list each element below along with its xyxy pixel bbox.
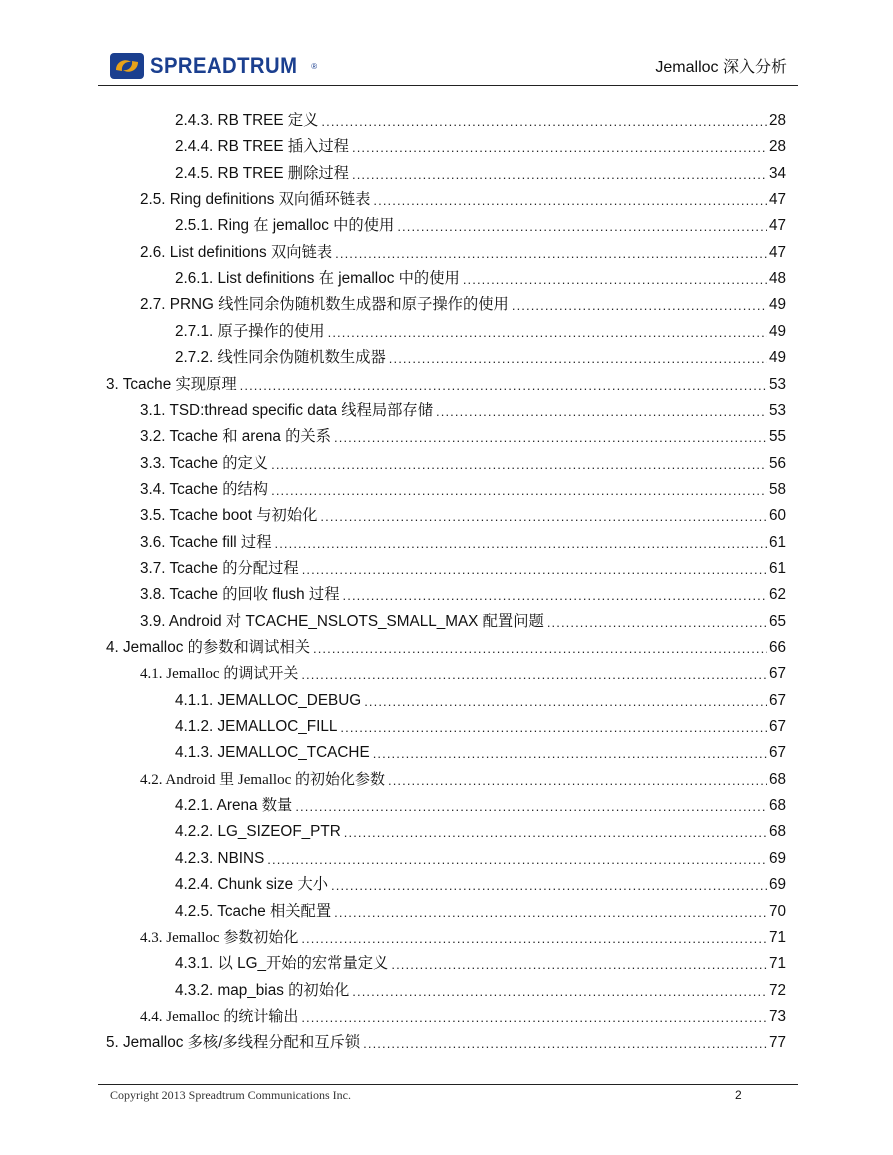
toc-entry-page: 67 xyxy=(768,665,786,683)
toc-entry[interactable] xyxy=(175,736,786,762)
toc-dot-leader xyxy=(301,667,767,683)
toc-entry-page: 49 xyxy=(768,349,786,367)
toc-dot-leader xyxy=(335,246,767,262)
toc-entry-title: 4.2.3. NBINS xyxy=(175,849,265,867)
toc-entry-page: 62 xyxy=(768,586,786,604)
toc-dot-leader xyxy=(340,720,767,736)
toc-entry[interactable] xyxy=(175,895,786,921)
toc-dot-leader xyxy=(271,457,767,473)
toc-entry[interactable] xyxy=(140,288,786,314)
toc-entry-page: 53 xyxy=(768,401,786,419)
toc-entry-page: 48 xyxy=(768,270,786,288)
toc-entry-page: 72 xyxy=(768,981,786,999)
toc-entry-title: 2.4.5. RB TREE 删除过程 xyxy=(175,164,349,182)
toc-entry-title: 3.5. Tcache boot 与初始化 xyxy=(140,507,318,525)
toc-entry-title: 4.2. Android 里 Jemalloc 的初始化参数 xyxy=(140,771,385,788)
toc-entry-title: 4.1.2. JEMALLOC_FILL xyxy=(175,718,338,736)
toc-entry[interactable] xyxy=(106,631,786,657)
toc-entry[interactable] xyxy=(175,947,786,973)
toc-entry-title: 2.7.2. 线性同余伪随机数生成器 xyxy=(175,349,386,367)
toc-entry-title: 3.3. Tcache 的定义 xyxy=(140,454,269,472)
toc-dot-leader xyxy=(391,957,767,973)
toc-dot-leader xyxy=(512,298,767,314)
toc-dot-leader xyxy=(331,878,767,894)
toc-entry-title: 3.9. Android 对 TCACHE_NSLOTS_SMALL_MAX 配置问题 xyxy=(140,612,544,630)
toc-entry[interactable] xyxy=(175,815,786,841)
toc-entry-page: 65 xyxy=(768,612,786,630)
toc-entry-page: 56 xyxy=(768,454,786,472)
toc-entry-page: 69 xyxy=(768,849,786,867)
toc-dot-leader xyxy=(295,799,767,815)
toc-entry-page: 77 xyxy=(768,1034,786,1052)
toc-entry-title: 2.7. PRNG 线性同余伪随机数生成器和原子操作的使用 xyxy=(140,296,509,314)
toc-entry-page: 34 xyxy=(768,164,786,182)
toc-entry-title: 4.1. Jemalloc 的调试开关 xyxy=(140,666,299,683)
toc-entry-title: 3.4. Tcache 的结构 xyxy=(140,480,269,498)
toc-dot-leader xyxy=(388,773,767,789)
toc-entry[interactable] xyxy=(140,763,786,789)
toc-entry-page: 47 xyxy=(768,243,786,261)
toc-entry[interactable] xyxy=(175,104,786,130)
toc-entry-title: 4.2.5. Tcache 相关配置 xyxy=(175,902,332,920)
toc-entry-title: 2.4.4. RB TREE 插入过程 xyxy=(175,138,349,156)
toc-entry-page: 68 xyxy=(768,770,786,788)
toc-entry-page: 71 xyxy=(768,928,786,946)
footer-page-number: 2 xyxy=(735,1088,742,1102)
toc-entry[interactable] xyxy=(140,420,786,446)
toc-entry-title: 3.6. Tcache fill 过程 xyxy=(140,533,272,551)
toc-dot-leader xyxy=(547,615,767,631)
toc-dot-leader xyxy=(334,430,767,446)
toc-entry-page: 68 xyxy=(768,823,786,841)
toc-entry-title: 3.7. Tcache 的分配过程 xyxy=(140,559,299,577)
toc-entry-title: 2.7.1. 原子操作的使用 xyxy=(175,322,325,340)
toc-entry-title: 3.2. Tcache 和 arena 的关系 xyxy=(140,428,332,446)
toc-dot-leader xyxy=(334,905,767,921)
toc-dot-leader xyxy=(397,219,767,235)
toc-entry[interactable] xyxy=(140,236,786,262)
toc-entry[interactable] xyxy=(140,447,786,473)
toc-dot-leader xyxy=(275,536,767,552)
toc-entry-title: 3.8. Tcache 的回收 flush 过程 xyxy=(140,586,340,604)
toc-entry[interactable] xyxy=(140,552,786,578)
toc-dot-leader xyxy=(301,1010,767,1026)
toc-entry-title: 4.2.1. Arena 数量 xyxy=(175,797,293,815)
toc-dot-leader xyxy=(436,404,767,420)
toc-entry-page: 49 xyxy=(768,296,786,314)
toc-entry[interactable] xyxy=(140,526,786,552)
toc-entry-page: 66 xyxy=(768,639,786,656)
toc-entry[interactable] xyxy=(175,157,786,183)
toc-entry[interactable] xyxy=(175,842,786,868)
toc-entry-page: 49 xyxy=(768,322,786,340)
toc-entry-title: 4.3.2. map_bias 的初始化 xyxy=(175,981,350,999)
toc-entry[interactable] xyxy=(175,341,786,367)
toc-dot-leader xyxy=(352,984,767,1000)
toc-entry[interactable] xyxy=(106,1026,786,1052)
toc-entry-page: 71 xyxy=(768,955,786,973)
footer-divider xyxy=(98,1084,798,1085)
toc-entry-title: 2.5.1. Ring 在 jemalloc 中的使用 xyxy=(175,217,395,235)
toc-dot-leader xyxy=(267,852,767,868)
spreadtrum-logo xyxy=(110,52,317,80)
toc-entry-page: 47 xyxy=(768,217,786,235)
spreadtrum-logo-icon xyxy=(110,52,144,80)
toc-entry-page: 73 xyxy=(768,1007,786,1025)
toc-entry[interactable] xyxy=(140,578,786,604)
toc-dot-leader xyxy=(463,272,767,288)
toc-entry[interactable] xyxy=(175,684,786,710)
toc-entry-page: 67 xyxy=(768,718,786,736)
toc-entry-page: 68 xyxy=(768,797,786,815)
toc-entry-page: 67 xyxy=(768,744,786,762)
toc-dot-leader xyxy=(271,483,767,499)
toc-entry-page: 67 xyxy=(768,691,786,709)
toc-entry-page: 60 xyxy=(768,507,786,525)
toc-dot-leader xyxy=(313,641,767,657)
toc-dot-leader xyxy=(321,114,767,130)
toc-dot-leader xyxy=(302,562,767,578)
toc-entry[interactable] xyxy=(175,868,786,894)
toc-entry-title: 2.5. Ring definitions 双向循环链表 xyxy=(140,191,371,209)
logo-registered-mark: ® xyxy=(311,61,318,71)
toc-dot-leader xyxy=(352,167,767,183)
toc-dot-leader xyxy=(373,746,767,762)
toc-entry-title: 4.1.3. JEMALLOC_TCACHE xyxy=(175,744,370,762)
toc-entry[interactable] xyxy=(175,130,786,156)
toc-entry[interactable] xyxy=(175,262,786,288)
document-title: Jemalloc 深入分析 xyxy=(655,59,787,76)
toc-entry[interactable] xyxy=(175,209,786,235)
toc-dot-leader xyxy=(352,140,767,156)
toc-dot-leader xyxy=(364,694,767,710)
toc-entry-title: 4.1.1. JEMALLOC_DEBUG xyxy=(175,691,362,709)
toc-dot-leader xyxy=(389,351,767,367)
toc-entry[interactable] xyxy=(140,394,786,420)
toc-dot-leader xyxy=(301,931,767,947)
toc-entry[interactable] xyxy=(175,974,786,1000)
toc-dot-leader xyxy=(373,193,767,209)
toc-entry[interactable] xyxy=(140,499,786,525)
toc-entry-title: 4.3.1. 以 LG_开始的宏常量定义 xyxy=(175,955,389,973)
toc-entry[interactable] xyxy=(140,1000,786,1026)
toc-entry-page: 55 xyxy=(768,428,786,446)
toc-entry-title: 4.3. Jemalloc 参数初始化 xyxy=(140,929,299,946)
toc-entry[interactable] xyxy=(175,710,786,736)
toc-entry-page: 58 xyxy=(768,480,786,498)
footer-copyright: Copyright 2013 Spreadtrum Communications Inc. xyxy=(110,1088,351,1102)
toc-entry-page: 47 xyxy=(768,191,786,209)
toc-entry-title: 4.2.2. LG_SIZEOF_PTR xyxy=(175,823,341,841)
toc-entry-page: 70 xyxy=(768,902,786,920)
toc-entry-title: 4.2.4. Chunk size 大小 xyxy=(175,876,329,894)
toc-entry-title: 4. Jemalloc 的参数和调试相关 xyxy=(106,639,310,656)
toc-entry[interactable] xyxy=(140,183,786,209)
toc-entry-title: 2.6. List definitions 双向链表 xyxy=(140,243,333,261)
toc-entry-title: 3. Tcache 实现原理 xyxy=(106,375,237,393)
toc-entry[interactable] xyxy=(175,789,786,815)
toc-entry-page: 69 xyxy=(768,876,786,894)
page-header xyxy=(0,0,893,90)
toc-entry-title: 2.6.1. List definitions 在 jemalloc 中的使用 xyxy=(175,270,460,288)
toc-entry[interactable] xyxy=(140,473,786,499)
toc-dot-leader xyxy=(344,825,767,841)
toc-dot-leader xyxy=(320,509,767,525)
toc-entry-title: 5. Jemalloc 多核/多线程分配和互斥锁 xyxy=(106,1034,361,1052)
toc-entry-title: 4.4. Jemalloc 的统计输出 xyxy=(140,1008,299,1025)
toc-entry-title: 3.1. TSD:thread specific data 线程局部存储 xyxy=(140,401,434,419)
header-divider xyxy=(98,85,798,86)
toc-entry-page: 61 xyxy=(768,559,786,577)
toc-entry[interactable] xyxy=(106,368,786,394)
toc-entry-page: 28 xyxy=(768,112,786,129)
toc-entry-page: 61 xyxy=(768,533,786,551)
toc-entry[interactable] xyxy=(140,921,786,947)
toc-entry-title: 2.4.3. RB TREE 定义 xyxy=(175,112,319,129)
toc-dot-leader xyxy=(363,1036,767,1052)
toc-entry-page: 28 xyxy=(768,138,786,156)
toc-dot-leader xyxy=(343,588,767,604)
toc-entry[interactable] xyxy=(175,315,786,341)
toc-entry[interactable] xyxy=(140,605,786,631)
logo-wordmark: SPREADTRUM xyxy=(150,53,298,78)
toc-entry-page: 53 xyxy=(768,375,786,393)
toc-entry[interactable] xyxy=(140,657,786,683)
toc-dot-leader xyxy=(328,325,767,341)
toc-dot-leader xyxy=(240,378,767,394)
